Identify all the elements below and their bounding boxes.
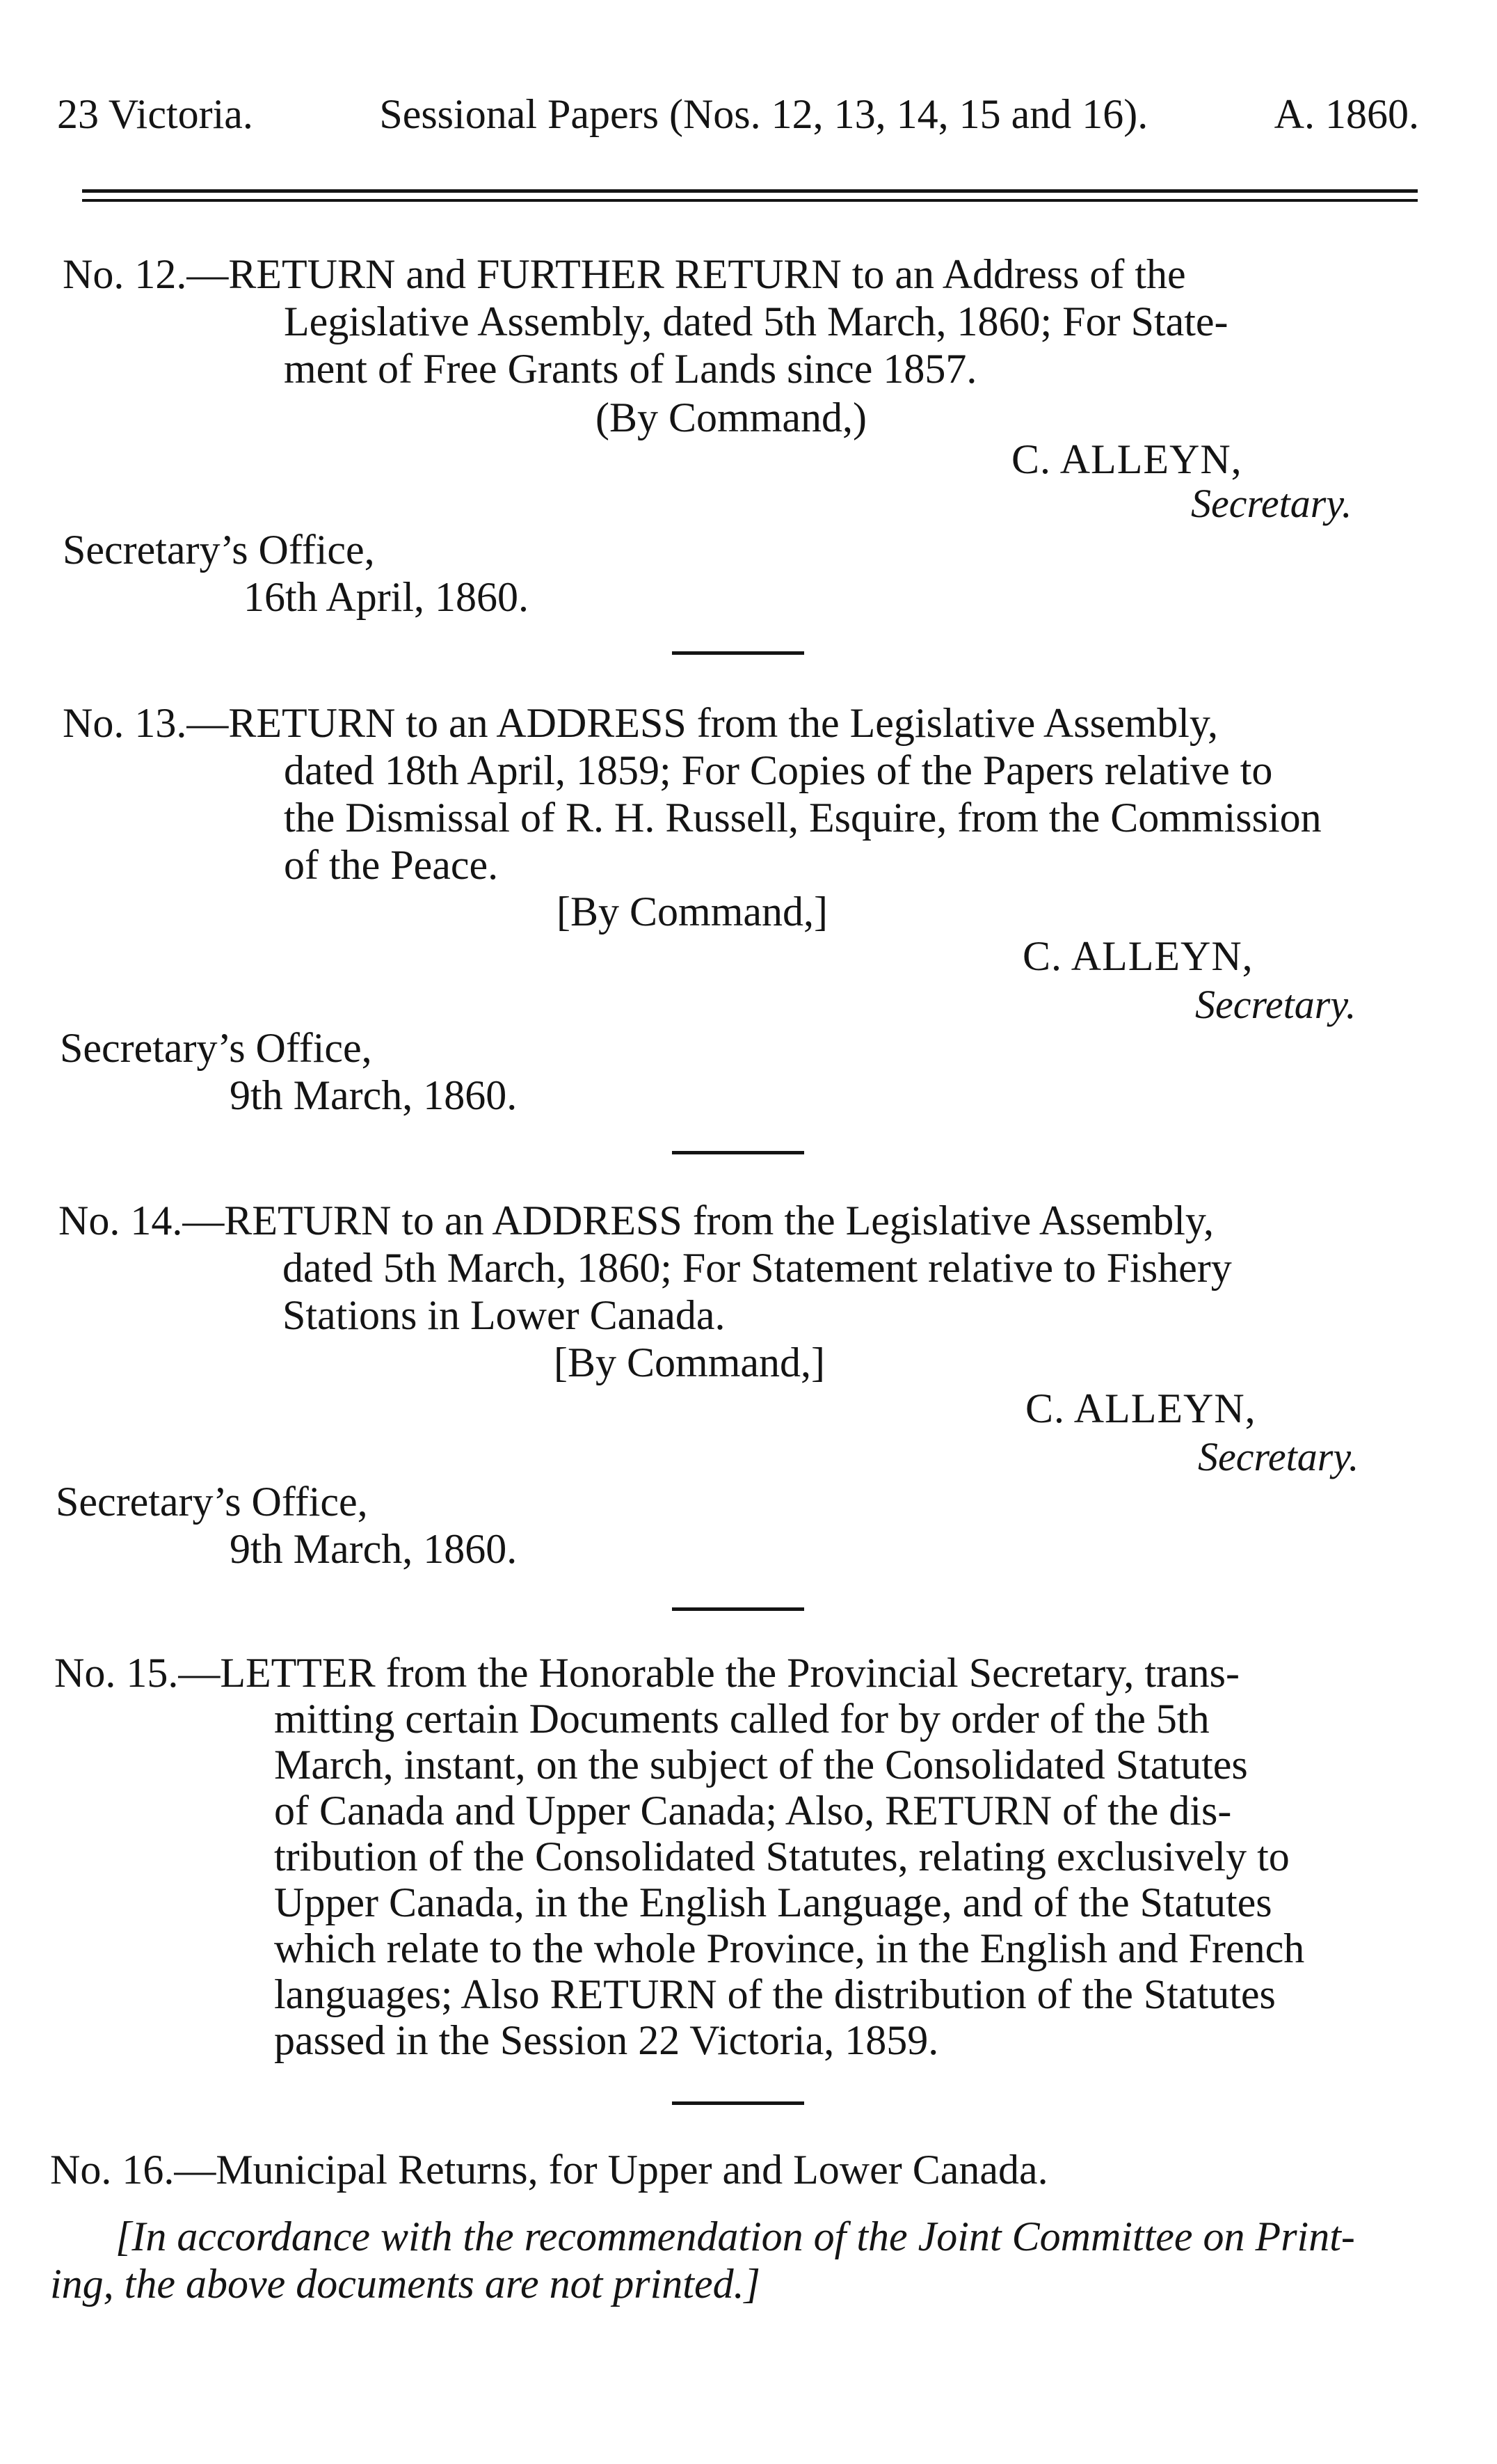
office-date: 16th April, 1860. [243, 574, 529, 620]
by-command: [By Command,] [557, 889, 828, 935]
entry-line: of Canada and Upper Canada; Also, RETURN of the dis- [274, 1788, 1232, 1834]
entry-no-16 [50, 2146, 1427, 2195]
office-label: Secretary’s Office, [63, 527, 375, 573]
entry-heading: No. 16.—Municipal Returns, for Upper and Lower Canada. [50, 2147, 1048, 2193]
separator-rule [672, 1607, 804, 1611]
entry-line: passed in the Session 22 Victoria, 1859. [274, 2017, 939, 2063]
by-command: [By Command,] [554, 1340, 825, 1385]
office-label: Secretary’s Office, [56, 1479, 368, 1525]
separator-rule [672, 651, 804, 655]
entry-line: tribution of the Consolidated Statutes, relating exclusively to [274, 1834, 1290, 1879]
entry-no-13 [63, 699, 1426, 888]
entry-heading: No. 15.—LETTER from the Honorable the Provincial Secretary, trans- [54, 1650, 1240, 1696]
entry-heading: No. 14.—RETURN to an ADDRESS from the Legislative Assembly, [58, 1198, 1215, 1243]
entry-line: mitting certain Documents called for by order of the 5th [274, 1696, 1210, 1742]
office-date: 9th March, 1860. [230, 1072, 518, 1118]
printing-note-line-1: [In accordance with the recommendation of the Joint Committee on Print- [115, 2213, 1355, 2259]
entry-no-14 [58, 1197, 1422, 1336]
header-title: Sessional Papers (Nos. 12, 13, 14, 15 and 16). [379, 91, 1148, 137]
running-header [57, 89, 1419, 139]
entry-line: which relate to the whole Province, in the English and French [274, 1925, 1305, 1971]
entry-heading: No. 12.—RETURN and FURTHER RETURN to an Address of the [63, 251, 1186, 297]
printing-note-line-2: ing, the above documents are not printed.] [50, 2261, 760, 2307]
entry-line: dated 18th April, 1859; For Copies of the Papers relative to [284, 747, 1273, 793]
entry-no-15 [54, 1649, 1432, 2081]
entry-no-12 [63, 251, 1426, 392]
header-double-rule [82, 189, 1418, 202]
separator-rule [672, 1151, 804, 1154]
signer-name: C. ALLEYN, [1023, 933, 1254, 979]
signer-title: Secretary. [1198, 1434, 1359, 1479]
signer-name: C. ALLEYN, [1011, 436, 1242, 482]
separator-rule [672, 2101, 804, 2105]
header-session: 23 Victoria. [57, 91, 253, 137]
signer-title: Secretary. [1191, 481, 1352, 526]
entry-line: of the Peace. [284, 842, 499, 888]
signer-name: C. ALLEYN, [1025, 1385, 1256, 1431]
signer-title: Secretary. [1195, 982, 1356, 1027]
entry-line: March, instant, on the subject of the Consolidated Statutes [274, 1742, 1248, 1788]
entry-line: Legislative Assembly, dated 5th March, 1860; For State- [284, 299, 1228, 344]
entry-line: the Dismissal of R. H. Russell, Esquire, from the Commission [284, 795, 1322, 841]
entry-line: dated 5th March, 1860; For Statement relative to Fishery [282, 1245, 1232, 1291]
office-label: Secretary’s Office, [60, 1025, 372, 1071]
entry-line: languages; Also RETURN of the distribution of the Statutes [274, 1971, 1276, 2017]
by-command: (By Command,) [595, 395, 867, 440]
entry-line: ment of Free Grants of Lands since 1857. [284, 346, 977, 392]
entry-line: Stations in Lower Canada. [282, 1292, 726, 1338]
entry-line: Upper Canada, in the English Language, and of the Statutes [274, 1879, 1272, 1925]
header-year: A. 1860. [1274, 91, 1419, 137]
office-date: 9th March, 1860. [230, 1526, 518, 1572]
entry-heading: No. 13.—RETURN to an ADDRESS from the Legislative Assembly, [63, 700, 1219, 746]
